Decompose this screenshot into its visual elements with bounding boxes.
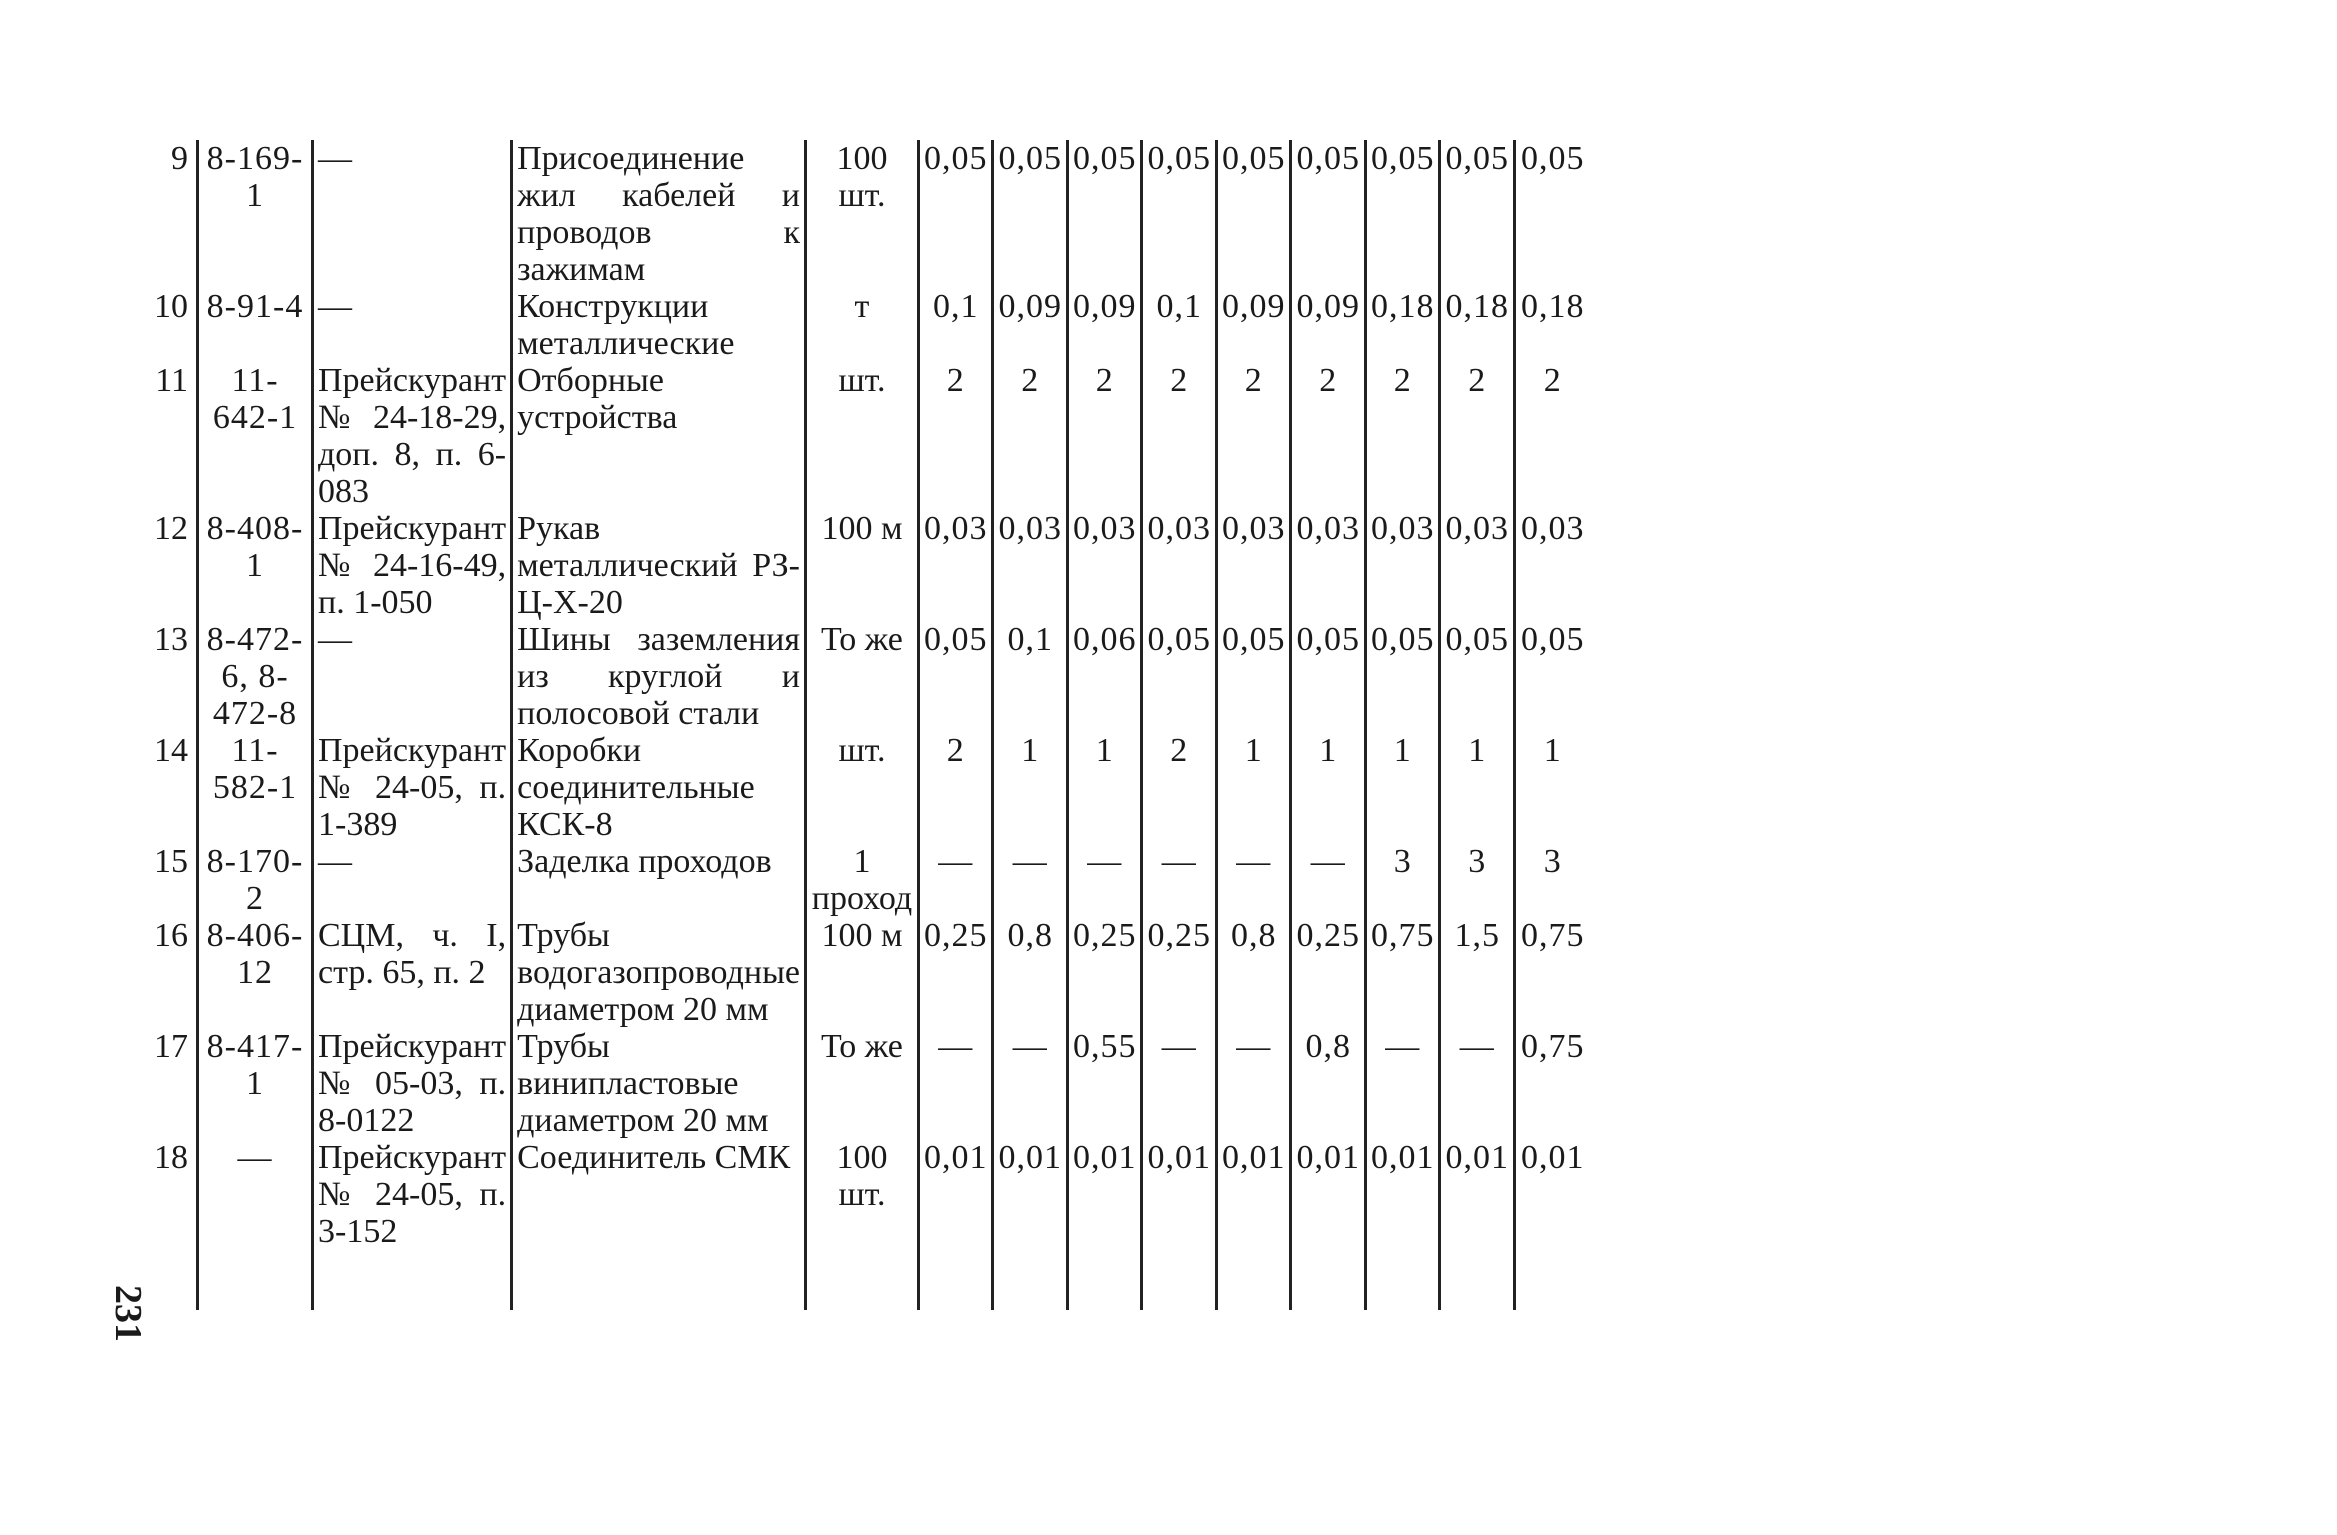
quantity-cell: 0,75 [1365,917,1440,1028]
item-name: Отборные устройства [512,362,806,510]
quantity-cell: 0,03 [1514,510,1589,621]
quantity-cell: 1 [1291,732,1366,843]
row-number: 18 [154,1139,188,1176]
quantity-cell: — [1067,843,1142,917]
price-reference: — [313,288,512,362]
quantity-cell: — [1142,843,1217,917]
quantity-cell: 0,01 [918,1139,993,1250]
row-number: 9 [171,140,188,177]
quantity-cell: — [993,1028,1068,1139]
quantity-cell: 0,06 [1067,621,1142,732]
spec-table [150,140,1589,1310]
table-body [150,140,1589,1310]
quantity-cell: 0,1 [1142,288,1217,362]
quantity-cell: 0,05 [1440,621,1515,732]
quantity-cell: 3 [1440,843,1515,917]
quantity-cell: 0,01 [1514,1139,1589,1250]
unit: То же [805,621,918,732]
price-reference: Прейскурант № 24-05, п. 3-152 [313,1139,512,1250]
price-reference: СЦМ, ч. I, стр. 65, п. 2 [313,917,512,1028]
quantity-cell: 2 [1216,362,1291,510]
table-row [150,1028,1589,1139]
quantity-cell: 2 [1142,732,1217,843]
row-number: 12 [154,510,188,547]
quantity-cell: 0,01 [1365,1139,1440,1250]
item-name: Трубы водогазопроводные диаметром 20 мм [512,917,806,1028]
quantity-cell: 0,05 [1216,140,1291,288]
quantity-cell: 0,01 [993,1139,1068,1250]
item-name: Трубы винипластовые диаметром 20 мм [512,1028,806,1139]
rate-code: 8-170-2 [198,843,313,917]
quantity-cell: 0,05 [1514,621,1589,732]
table-row [150,917,1589,1028]
row-number: 16 [154,917,188,954]
quantity-cell: 0,01 [1142,1139,1217,1250]
quantity-cell: 0,03 [1365,510,1440,621]
row-number: 15 [154,843,188,880]
table-row [150,362,1589,510]
quantity-cell: 0,03 [1067,510,1142,621]
page-number: 231 [107,1285,149,1342]
price-reference: Прейскурант № 24-16-49, п. 1-050 [313,510,512,621]
table-row-spacer [150,1250,1589,1310]
quantity-cell: 0,01 [1440,1139,1515,1250]
table-row [150,288,1589,362]
quantity-cell: 0,75 [1514,917,1589,1028]
quantity-cell: 2 [993,362,1068,510]
quantity-cell: 0,8 [1216,917,1291,1028]
quantity-cell: 0,1 [918,288,993,362]
quantity-cell: 0,05 [993,140,1068,288]
item-name: Присоединение жил кабелей и проводов к зажимам [512,140,806,288]
rate-code: 8-169-1 [198,140,313,288]
quantity-cell: — [993,843,1068,917]
quantity-cell: 0,05 [1142,140,1217,288]
quantity-cell: 0,05 [1291,140,1366,288]
quantity-cell: 0,03 [993,510,1068,621]
table-row [150,1139,1589,1250]
price-reference: — [313,843,512,917]
row-number: 10 [154,288,188,325]
row-number: 13 [154,621,188,658]
quantity-cell: — [918,843,993,917]
quantity-cell: 0,05 [1067,140,1142,288]
quantity-cell: 0,8 [1291,1028,1366,1139]
quantity-cell: 2 [918,362,993,510]
item-name: Рукав металлический РЗ-Ц-Х-20 [512,510,806,621]
quantity-cell: — [1440,1028,1515,1139]
quantity-cell: 0,09 [1291,288,1366,362]
row-number: 11 [155,362,188,399]
quantity-cell: — [1365,1028,1440,1139]
unit: шт. [805,732,918,843]
quantity-cell: 0,25 [1291,917,1366,1028]
quantity-cell: 1 [1067,732,1142,843]
quantity-cell: 2 [1291,362,1366,510]
quantity-cell: 1 [1365,732,1440,843]
price-reference: Прейскурант № 24-18-29, доп. 8, п. 6-083 [313,362,512,510]
quantity-cell: 2 [1067,362,1142,510]
rate-code: 8-91-4 [198,288,313,362]
quantity-cell: 0,05 [1365,621,1440,732]
quantity-cell: 0,05 [918,140,993,288]
unit: 100 м [805,917,918,1028]
quantity-cell: 0,25 [1142,917,1217,1028]
quantity-cell: 0,25 [918,917,993,1028]
quantity-cell: 1 [993,732,1068,843]
rate-code: 8-406-12 [198,917,313,1028]
quantity-cell: — [1142,1028,1217,1139]
row-number: 14 [154,732,188,769]
quantity-cell: 0,55 [1067,1028,1142,1139]
quantity-cell: 0,25 [1067,917,1142,1028]
quantity-cell: 0,18 [1440,288,1515,362]
quantity-cell: 2 [1514,362,1589,510]
unit: 100 м [805,510,918,621]
rate-code: — [198,1139,313,1250]
rate-code: 11-642-1 [198,362,313,510]
rate-code: 8-417-1 [198,1028,313,1139]
quantity-cell: 0,09 [1216,288,1291,362]
quantity-cell: 0,75 [1514,1028,1589,1139]
quantity-cell: 0,09 [1067,288,1142,362]
quantity-cell: 0,01 [1291,1139,1366,1250]
quantity-cell: — [1216,1028,1291,1139]
quantity-cell: 0,03 [1291,510,1366,621]
quantity-cell: 1 [1514,732,1589,843]
quantity-cell: 1 [1216,732,1291,843]
rate-code: 8-408-1 [198,510,313,621]
quantity-cell: 0,1 [993,621,1068,732]
item-name: Коробки соединительные КСК-8 [512,732,806,843]
quantity-cell: 1 [1440,732,1515,843]
quantity-cell: 1,5 [1440,917,1515,1028]
quantity-cell: 0,18 [1365,288,1440,362]
unit: шт. [805,362,918,510]
quantity-cell: 0,05 [1440,140,1515,288]
quantity-cell: 0,03 [1440,510,1515,621]
quantity-cell: 0,01 [1067,1139,1142,1250]
unit: 100 шт. [805,140,918,288]
rate-code: 8-472-6, 8-472-8 [198,621,313,732]
quantity-cell: 0,09 [993,288,1068,362]
quantity-cell: 0,03 [1216,510,1291,621]
quantity-cell: 0,05 [1365,140,1440,288]
quantity-cell: 3 [1365,843,1440,917]
quantity-cell: 0,01 [1216,1139,1291,1250]
price-reference: Прейскурант № 24-05, п. 1-389 [313,732,512,843]
quantity-cell: 0,05 [1142,621,1217,732]
item-name: Заделка проходов [512,843,806,917]
quantity-cell: 0,18 [1514,288,1589,362]
price-reference: Прейскурант № 05-03, п. 8-0122 [313,1028,512,1139]
table-row [150,510,1589,621]
table-row [150,843,1589,917]
quantity-cell: 0,05 [1291,621,1366,732]
quantity-cell: 2 [1440,362,1515,510]
unit: То же [805,1028,918,1139]
item-name: Конструкции металлические [512,288,806,362]
unit: 100 шт. [805,1139,918,1250]
table-row [150,621,1589,732]
row-number: 17 [154,1028,188,1065]
quantity-cell: 0,8 [993,917,1068,1028]
price-reference: — [313,621,512,732]
table-row [150,732,1589,843]
quantity-cell: 0,03 [918,510,993,621]
unit: т [805,288,918,362]
quantity-cell: 0,03 [1142,510,1217,621]
unit: 1 проход [805,843,918,917]
item-name: Соединитель СМК [512,1139,806,1250]
quantity-cell: 0,05 [1216,621,1291,732]
quantity-cell: 2 [1142,362,1217,510]
quantity-cell: 2 [918,732,993,843]
quantity-cell: — [918,1028,993,1139]
quantity-cell: — [1216,843,1291,917]
item-name: Шины заземления из круглой и полосовой стали [512,621,806,732]
price-reference: — [313,140,512,288]
table-row [150,140,1589,288]
rate-code: 11-582-1 [198,732,313,843]
quantity-cell: 0,05 [918,621,993,732]
quantity-cell: 2 [1365,362,1440,510]
quantity-cell: — [1291,843,1366,917]
quantity-cell: 3 [1514,843,1589,917]
quantity-cell: 0,05 [1514,140,1589,288]
